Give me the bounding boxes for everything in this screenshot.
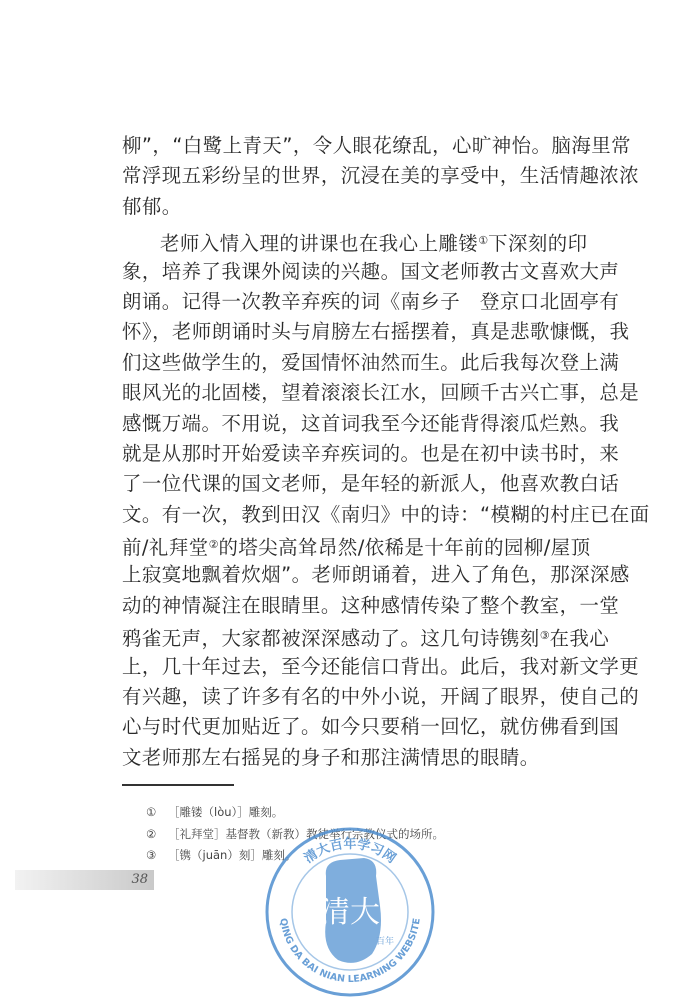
footnote-ref-3[interactable]: ③ <box>539 629 550 643</box>
text-segment: 老师入情入理的讲课也在我心上雕镂 <box>160 232 479 256</box>
text-line: 象，培养了我课外阅读的兴趣。国文老师教古文喜欢大声 <box>122 259 620 283</box>
text-line: 心与时代更加贴近了。如今只要稍一回忆，就仿佛看到国 <box>122 715 620 739</box>
text-line: 了一位代课的国文老师，是年轻的新派人，他喜欢教白话 <box>122 472 620 496</box>
footnote-text: ［镌（juān）刻］雕刻。 <box>168 848 297 862</box>
page-number-bar <box>15 870 154 890</box>
footnote-1 <box>146 802 444 824</box>
svg-text:百年: 百年 <box>376 937 395 947</box>
text-segment: 鸦雀无声，大家都被深深感动了。这几句诗镌刻 <box>122 627 540 651</box>
text-line: 文。有一次，教到田汉《南归》中的诗：“模糊的村庄已在面 <box>122 502 650 526</box>
text-line: 文老师那左右摇晃的身子和那注满情思的眼睛。 <box>122 745 540 769</box>
text-segment: 下深刻的印 <box>488 232 588 256</box>
body-text <box>122 131 650 773</box>
text-line: 郁郁。 <box>122 194 182 218</box>
watermark-stamp-icon <box>264 826 436 998</box>
svg-text:清大: 清大 <box>320 895 380 930</box>
footnote-ref-2[interactable]: ② <box>208 538 219 552</box>
footnote-divider <box>122 784 234 786</box>
text-segment: 前/礼拜堂 <box>122 536 209 560</box>
text-line: 有兴趣，读了许多有名的中外小说，开阔了眼界，使自己的 <box>122 685 640 709</box>
text-segment: 在我心 <box>549 627 610 651</box>
text-line: 眼风光的北固楼，望着滚滚长江水，回顾千古兴亡事，总是 <box>122 381 640 405</box>
text-line: 上寂寞地飘着炊烟”。老师朗诵着，进入了角色，那深深感 <box>122 563 630 587</box>
text-line: 怀》，老师朗诵时头与肩膀左右摇摆着，真是悲歌慷慨，我 <box>122 320 630 344</box>
footnote-ref-1[interactable]: ① <box>478 234 489 248</box>
svg-text:QING DA BAI NIAN LEARNING WEBS: QING DA BAI NIAN LEARNING WEBSITE <box>277 917 423 986</box>
text-line: 常浮现五彩纷呈的世界，沉浸在美的享受中，生活情趣浓浓 <box>122 164 640 188</box>
footnote-text: ［雕镂（lòu）］雕刻。 <box>168 805 284 819</box>
svg-text:清大百年学习网: 清大百年学习网 <box>301 837 399 867</box>
footnote-number: ③ <box>146 848 157 862</box>
text-segment: 的塔尖高耸昂然/依稀是十年前的园柳/屋顶 <box>218 536 591 560</box>
text-line <box>122 226 588 256</box>
text-line: 们这些做学生的，爱国情怀油然而生。此后我每次登上满 <box>122 350 620 374</box>
text-line: 动的神情凝注在眼睛里。这种感情传染了整个教室，一堂 <box>122 593 620 617</box>
footnote-number: ② <box>146 826 157 841</box>
text-line: 上，几十年过去，至今还能信口背出。此后，我对新文学更 <box>122 654 640 678</box>
text-line: 感慨万端。不用说，这首词我至今还能背得滚瓜烂熟。我 <box>122 411 620 435</box>
text-line <box>122 530 591 560</box>
text-line: 就是从那时开始爱读辛弃疾词的。也是在初中读书时，来 <box>122 441 620 465</box>
footnote-number: ① <box>146 805 157 819</box>
text-line: 柳”，“白鹭上青天”，令人眼花缭乱，心旷神怡。脑海里常 <box>122 134 632 157</box>
page-number: 38 <box>131 872 148 887</box>
footnote-text: ［礼拜堂］基督教（新教）教徒举行宗教仪式的场所。 <box>168 826 444 841</box>
text-line: 朗诵。记得一次教辛弃疾的词《南乡子 登京口北固亭有 <box>122 289 620 313</box>
text-line <box>122 621 610 651</box>
